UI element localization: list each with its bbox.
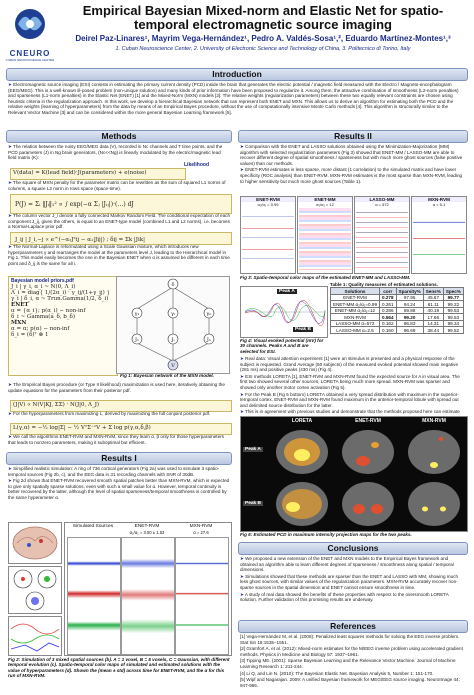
table-row	[331, 327, 464, 334]
svg-text:Jₙ: Jₙ	[206, 337, 212, 343]
fig2-mxn-param: α = 27.6	[193, 530, 209, 535]
time-course-lines-icon	[9, 617, 61, 655]
fig5-caption: Fig 5: Estimated PCD in maximum intensity projection maps for the two peaks.	[240, 532, 412, 537]
fig3-map-enet-rvm	[242, 208, 294, 270]
fig5-peak-a: Peak A	[245, 447, 261, 452]
svg-text:J₁: J₁	[134, 337, 140, 343]
fig3-colormaps	[240, 196, 466, 274]
reference-item: [3] Tipping ME. (2001): Sparse Bayesian Learning and the Relevance Vector Machine. Journal of Machine Learning Research 1: 211-244.	[240, 658, 456, 669]
results2-p4: ➤ ESI methods LORETA [1], ENET-RVM and MXN-RVM found the expected source for A in visual area. The first two showed several other sources, LORETA being much more spread. MXN-RVM was sparser and showed only another motor cortex activation (Fig 5).	[240, 374, 466, 391]
results2-p6: ➤ This is in agreement with previous studies and demonstrate that the methods proposed here can estimate	[240, 409, 466, 414]
table-cell: 45.67	[423, 294, 443, 301]
intro-heading: Introduction	[6, 68, 468, 81]
mxn-rvm-map	[175, 537, 229, 655]
fig4-evoked-potential	[240, 286, 328, 338]
methods-p3-text: ➤ The column vector J_i denote a fully connected Markov Random Field. The conditional expectation of each component J_ij, given the others, is equal to an ENET-type model (combined L1 and L2 norms), i.e. becomes a Normal-Laplace prior pdf.	[8, 213, 230, 230]
reference-item: [1] Vega-Hernández M, et al. (2008): Penalized least squares methods for solving the EEG inverse problem. Stat Sin 18:1535–1551.	[240, 634, 460, 645]
prior-line-enet: ENET	[11, 302, 29, 308]
cneuro-logo	[4, 6, 56, 62]
fig5-peak-b: Peak B	[245, 501, 261, 506]
fig2b-sources	[8, 566, 62, 614]
prior-line: δ_i ~ Gamma(a_δ, b_δ)	[11, 314, 76, 320]
table-cell: 14.31	[423, 320, 443, 327]
table-cell: 94.24	[396, 301, 423, 308]
fig3-label: MXN-RVM	[412, 197, 466, 202]
fig3-param: α = 572	[375, 202, 389, 207]
table-cell: MXN-RVM	[331, 314, 380, 321]
methods-heading: Methods	[6, 130, 232, 143]
normal-laplace-formula-icon	[13, 234, 229, 243]
poster-affiliations: 1. Cuban Neuroscience Center, 2. University of Electronic Science and Technology of China, 3. Politecnico di Torino, Italy	[115, 46, 411, 52]
results1-p2: ➤ Fig 2d shows that ENET-RVM recovered smooth spatial patches better than MXN-RVM, which is expected to give only spatially sparse solutions, even with such a small value for α. However, temporal continuity is better recovered by the latter, although the level of spatial sparseness/temporal smoothness is controlled by the same hyperameter α.	[8, 478, 230, 500]
table-header-cell: Sparsity%	[396, 288, 423, 295]
forward-equation: V(data) = K(lead field)·J(parameters) + e(noise)	[10, 168, 186, 180]
fig2-label-enet: ENET-RVM	[134, 524, 160, 529]
fig4-caption: Fig 4: Visual evoked potential (mV) for 30 channels. Peaks A and B are selected for ESI.	[240, 338, 324, 354]
fig3-label: LASSO-MM	[355, 197, 409, 202]
priors-box	[8, 276, 118, 376]
table-cell: 69.88	[396, 307, 423, 314]
results1-text	[8, 466, 230, 518]
reference-item: [4] Li Q, and Lin N. (2010): The Bayesian Elastic Net. Bayesian Analysis 5, Number 1: 151-170.	[240, 670, 434, 676]
likelihood-label: Likelihood	[184, 162, 209, 168]
fig3-map-lasso-mm	[356, 208, 408, 270]
quality-table	[330, 287, 464, 334]
table-cell: LASSO-MM α=2.5	[331, 327, 380, 334]
table-cell: 96.69	[396, 327, 423, 334]
prior-line-mxn: MXN	[11, 320, 27, 326]
reference-item: [2] Gramfort A, et al. (2012): Mixed-norm estimates for the M/EEG inverse problem using accelerated gradient methods. Physics in Medicine and Biology 57: 1937–1961.	[240, 646, 463, 657]
methods-p6-text: ➤ For the hyperparameters from maximizing L, derived by maximizing the full conjoint posterior pdf.	[8, 411, 230, 417]
conclusion-item: ➤ Simulations showed that these methods are sparser than the ENET and LASSO with MM, showing much less ghost sources, with similar values of the regularization parameters. MXN-RVM accurately recover non-sparse sources in the spatial dimension and ENET cannot ensure smoothness in time.	[240, 574, 466, 591]
intro-text	[8, 82, 466, 126]
logo-text: CNEURO	[9, 49, 51, 58]
methods-p5	[8, 382, 230, 398]
fig5-label-loreta: LORETA	[291, 418, 313, 424]
table-header-cell: Sens%	[423, 288, 443, 295]
methods-p2-text: ➤ The square of MXN penalty for the parameter matrix can be rewritten as the sum of squared L1 norms of columns, a square L2 norm in rows space (space-time).	[8, 180, 230, 191]
prior-line: J_i | γ_i, α_i ~ N(0, Λ_i)	[11, 284, 76, 290]
fig2c-time-courses	[8, 616, 62, 656]
prior-line: α = α; p(α) − non-inf	[11, 326, 70, 332]
prior-line: Λ_i = diag{ 1/(2α_i) · γ_ij/(1+γ_ij) }	[11, 290, 111, 296]
svg-text:γₙ: γₙ	[206, 311, 212, 317]
table-cell: 97.95	[396, 294, 423, 301]
fig4-peak-a: Peak A	[279, 289, 295, 294]
enet-rvm-map	[121, 537, 175, 655]
prior-line: δ_i = (δ)ᵀ ⊗ 1	[11, 332, 49, 338]
simulated-sources-map	[67, 537, 121, 655]
table-cell: 99.22	[443, 301, 463, 308]
methods-p4	[8, 244, 230, 274]
likelihood-equation: L(γ,α) = −½ log|Σ| − ½ VᵀΣ⁻¹V + Σ log p(γ,α,δ,β)	[10, 423, 232, 435]
methods-p3	[8, 213, 230, 231]
fig2-caption: Fig 2: Simulation of 3 mixed spatial sources (b). A = 1 voxel, B = 5 voxels, C = Gaussian, with different temporal evolution (c). Spatio-temporal color maps of simulated and estimated solutions with the value of hyperparameters (d). Shown the (mean ± std) across time for ENET-RVM, and the α for this run of MXN-RVM.	[8, 657, 230, 679]
mxn-penalty-equation	[10, 194, 232, 214]
conclusions-list	[240, 556, 466, 616]
prior-line: γ_i | δ_i, α ~ Trun.Gamma(1/2, δ_i)	[11, 296, 109, 302]
fig2d-colormaps	[64, 522, 232, 656]
results2-p1: ➤ Comparison with the ENET and LASSO solutions obtained using the Minimization-Majorization (MM) algorithm with selected regularization parameters (Fig 3) showed that ENET-MM / LASSO-MM are able to recover different degree of spatial smoothness / sparseness but with much more ghost sources (false positive values) than our methods.	[240, 144, 466, 166]
methods-p5-text: ➤ The Empirical Bayes procedure (or Type II likelihood) maximization is used here, iteratively obtaining the update equations for the parameters from their posterior pdf.	[8, 382, 230, 393]
table-cell: 0.261	[380, 301, 397, 308]
conclusions-heading: Conclusions	[238, 542, 468, 555]
fig4-peak-b: Peak B	[295, 327, 311, 332]
table-cell: 99.53	[443, 314, 463, 321]
methods-p4-text: ➤ The Normal-Laplace is reformulated using a Scale Gaussian mixture, which introduces new hyperparameters γ and rearranges the model at the parameters level J, leading to the Hierarchical model in Fig 1. This model easily becomes the one in the Bayesian ENET when α is assumed be different in each time point and δ_ij is the same for all i.	[8, 244, 230, 266]
fig5-brain-maps	[240, 416, 468, 532]
reference-item: [5] Wipf and Nagarajan. 2009: A unified Bayesian framework for MEG/EEG source imaging. NeuroImage 44: 947-966.	[240, 677, 460, 688]
fig1-caption: Fig 1: Bayesian network of the MXN model.	[120, 373, 214, 378]
fig3-panel-enet-mm	[297, 196, 353, 274]
table-cell: 38.44	[423, 327, 443, 334]
table-cell: 40.19	[423, 307, 443, 314]
table-cell: 99.77	[443, 294, 463, 301]
priors-title: Bayesian model priors.pdf	[11, 278, 74, 284]
source-rings-icon	[9, 567, 61, 613]
results2-p5: ➤ For the Peak B (Fig 5 bottom) LORETA obtained a very spread distribution with maximum in the superior-temporal cortex. ENET-RVM and MXN-RVM found maximum in the anterior-temporal lobule with spread out and delimited source distribution for the latter.	[240, 392, 466, 409]
table-header-cell: Solutions	[331, 288, 380, 295]
svg-text:δ: δ	[171, 282, 175, 288]
svg-text:J_ij | J_i,−j ∝ e^(−α₂J²ij − α: J_ij | J_i,−j ∝ e^(−α₂J²ij − α₁|Jij|) ; δij = Σk |Jik|	[15, 237, 145, 243]
fig2a-brain-model	[8, 522, 62, 564]
table-cell: 0.162	[380, 320, 397, 327]
results2-p2: ➤ ENET-RVM estimates is less sparse, more distant (1 correlation) to the simulated matrix and have lower specificity (ROC analysis) than ENET-RVM. MXN-RVM estimates is the most sparse than MXN-RVM, leading to higher sensitivity but much more ghost sources (Table 1).	[240, 167, 466, 184]
fig3-map-enet-mm	[299, 208, 351, 270]
table-header-cell: Spec%	[443, 288, 463, 295]
table1-caption: Table 1: Quality measures of estimated solutions.	[330, 282, 438, 287]
table-cell: 61.11	[423, 301, 443, 308]
bayesian-network-diagram	[117, 277, 229, 373]
poster-authors: Deirel Paz-Linares¹, Mayrim Vega-Hernández¹, Pedro A. Valdés-Sosa¹,², Eduardo Martínez-Montes¹,³	[75, 34, 451, 43]
posterior-equation: (J|V) ∝ N(V|KJ, ΣΣ) · N(J|0, Λ_J)	[10, 400, 232, 412]
poster-title: Empirical Bayesian Mixed-norm and Elastic Net for spatio-temporal electromagnetic source imaging	[82, 3, 444, 32]
svg-text:γᵢ: γᵢ	[171, 311, 175, 317]
fig2-enet-param: α₂/α₁ = 3.00 ± 1.53	[129, 530, 165, 535]
conclusion-item: ➤ We proposed a new extension of the ENET and MXN models to the Empirical Bayes framework and obtained an algorithm able to learn different degrees of sparseness / smoothness along spatial / temporal dimensions.	[240, 556, 466, 573]
table-cell: 99.52	[443, 327, 463, 334]
table-cell: 0.160	[380, 327, 397, 334]
logo-subtext: CUBAN NEUROSCIENCE CENTER	[5, 58, 55, 62]
svg-text:V: V	[171, 363, 175, 369]
fig3-label: ENET-MM	[298, 197, 352, 202]
svg-text:Jᵢ: Jᵢ	[171, 337, 175, 343]
evoked-potential-plot	[241, 287, 327, 337]
intro-paragraph: ➤ Electromagnetic source imaging (ESI) consists in estimating the primary current density (PCD) inside the brain that generates the electric potential / magnetic field measured with the Electro / Magneto-encephalogram (EEG/MEG). This is a well-known ill-posed problem (non-unique solution) and many kinds of prior information have been proposed to regularize it. Among them, the attractive combination of smoothness (L2-norm penalties) and sparseness (L1-norm penalties) in the Elastic Net (ENET) [1] and the Mixed-Norm (MXN) models [2]. The relative weights (regularization parameters) between these two equally relevant constraints are chosen using heuristic criteria in the regularization approach. In this work, we develop a hierarchical Bayesian network that can represent both ENET and MXN. This allows us to derive an algorithm for estimating both the PCD and the relative weights (learning of hyperparameters) from the data by means of an Empirical Bayes procedure, without the use of computationally intensive Monte Carlo methods [4]. This algorithm is structurally similar to the Relevant Vector Machine [3] and can be considered within the more general Bayesian Learning framework [5].	[8, 82, 466, 116]
fig3-panel-lasso-mm	[354, 196, 410, 274]
results1-heading: Results I	[6, 452, 232, 465]
results2-p3: ➤ Real data: Visual attention experiment [1] were an stimulus is presented and a physical response of the subject is requested. Grand Average (50 subjects) of the measured evoked potential showed main negative (281 ms) and positive peaks (430 ms) (Fig 4).	[240, 356, 466, 373]
table-cell: ENET-MM α₂/α₁=0.99	[331, 301, 380, 308]
fig3-label: ENET-RVM	[241, 197, 295, 202]
table-cell: 0.564	[380, 314, 397, 321]
methods-p6	[8, 411, 230, 422]
methods-p7	[8, 434, 230, 448]
table-cell: ENET-MM α₂/α₁=12	[331, 307, 380, 314]
brain-model-icon	[9, 523, 61, 563]
svg-text:γ₁: γ₁	[134, 311, 140, 317]
table-cell: 0.278	[380, 294, 397, 301]
fig2-label-simulated: Simulated Sources	[72, 524, 114, 529]
svg-text:P(J) = Σᵢ ‖Jᵢ‖₁² ∝ ∫ exp(−α Σⱼ: P(J) = Σᵢ ‖Jᵢ‖₁² ∝ ∫ exp(−α Σⱼ |Jᵢⱼ|)·(…) dJ	[15, 201, 134, 208]
table-cell: 0.286	[380, 307, 397, 314]
methods-p7-text: ➤ We call the algorithms ENET-RVM and MXN-RVM, since they learn α, β only for those hyperparameters that leads to nonzero parameters, making it suboptimal but efficient.	[8, 434, 230, 445]
table-cell: 99.53	[443, 307, 463, 314]
table-header-cell: corr	[380, 288, 397, 295]
table-cell: ENET-RVM	[331, 294, 380, 301]
references-list	[240, 634, 466, 692]
results2-heading: Results II	[238, 130, 468, 143]
results1-p1: ➤ Simplified realistic simulation: A ring of 736 cortical generators (Fig 2a) was used to simulate 3 spatio-temporal sources (Fig 2b, c), and the EEG data in 31 recording channels with SNR of 30dB.	[8, 466, 230, 477]
table-cell: LASSO-MM α=572	[331, 320, 380, 327]
results2-text	[240, 144, 466, 194]
quality-table-wrap	[330, 282, 466, 334]
results2-real-data	[240, 356, 466, 414]
fig3-caption: Fig 3: Spatio-temporal color maps of the estimated ENET-MM and LASSO-MM.	[240, 275, 411, 280]
fig3-param: α = 5.1	[432, 202, 446, 207]
fig2-label-mxn: MXN-RVM	[189, 524, 213, 529]
methods-p2	[8, 180, 230, 192]
fig5-label-enet: ENET-RVM	[355, 418, 381, 424]
conclusion-item: ➤ A study of real data showed the benefits of these properties with respect to the oversmooth LORETA solution. Further validation of this promising results are underway.	[240, 592, 466, 603]
references-heading: References	[238, 620, 468, 633]
table-cell: 17.66	[423, 314, 443, 321]
fig3-map-mxn-rvm	[413, 208, 465, 270]
bayesian-network-figure	[116, 276, 230, 374]
table-cell: 99.20	[396, 314, 423, 321]
fig3-param: α₂/α₁ = 12	[316, 202, 334, 207]
fig3-param: α₂/α₁ = 0.99	[257, 202, 279, 207]
table-cell: 96.83	[396, 320, 423, 327]
poster-header	[0, 0, 474, 66]
methods-p1-text: ➤ The relation between the noisy EEG/MEG data (V), recorded in Nc channels and T time points, and the PCD parameters (J) in Ng brain generators, (Nc<<Ng) is linearly modulated by the electric/magnetic lead field matrix (K):	[8, 144, 230, 161]
fig5-brain-projections	[241, 417, 467, 531]
fig5-label-mxn: MXN-RVM	[422, 418, 446, 424]
fig3-panel-mxn-rvm	[411, 196, 467, 274]
mxn-penalty-formula-icon	[13, 196, 229, 212]
fig3-panel-enet-rvm	[240, 196, 296, 274]
table-cell: 99.34	[443, 320, 463, 327]
prior-line: α = {α_i}; p(α_i) − non-inf	[11, 308, 86, 314]
brain-logo-icon	[4, 6, 56, 46]
